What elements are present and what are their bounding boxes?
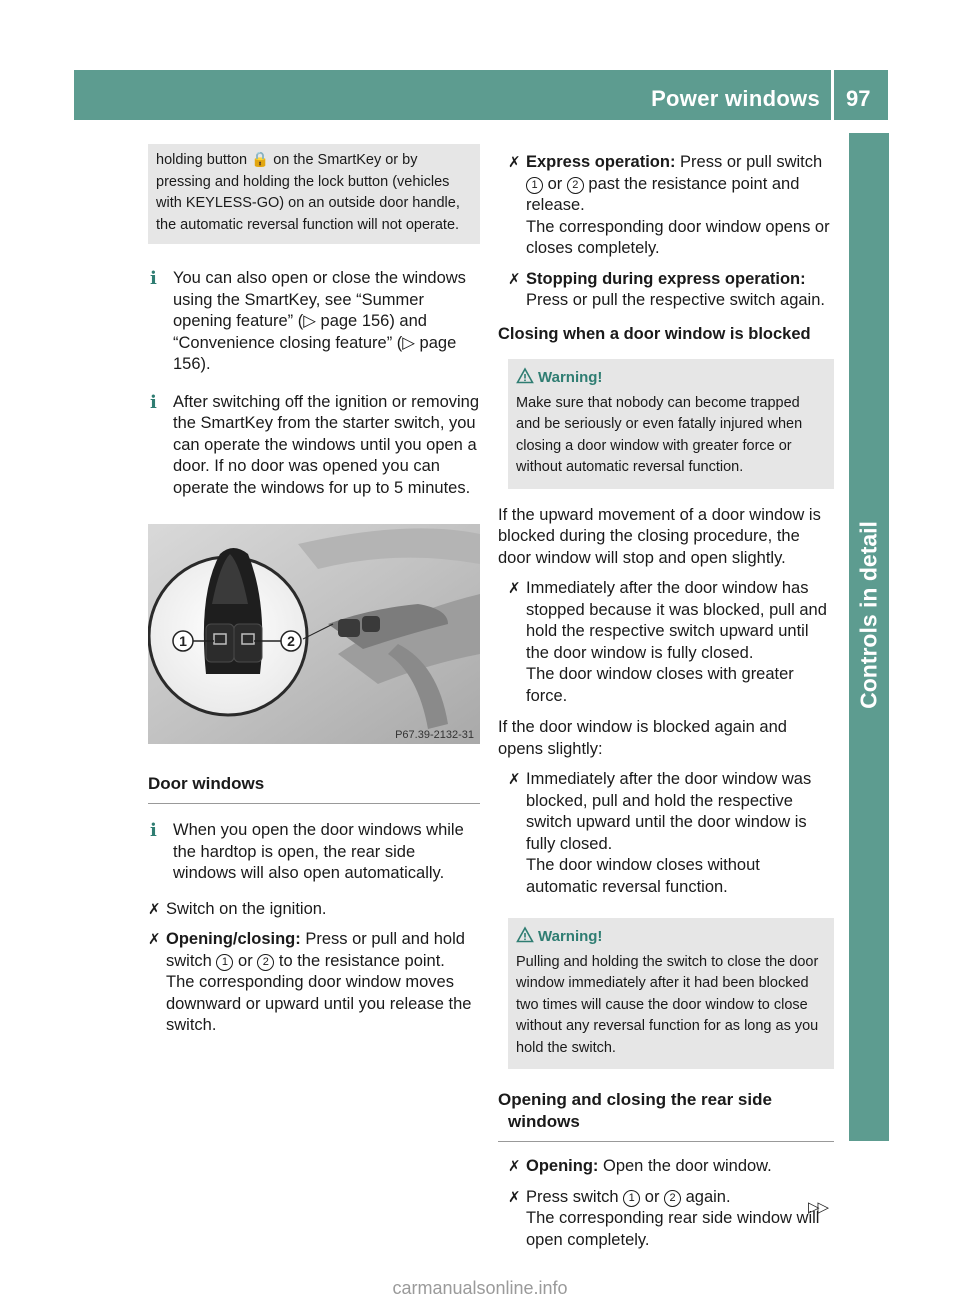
switch-1-marker: 1	[216, 954, 233, 971]
left-column	[148, 144, 480, 1037]
info-icon: i	[150, 268, 157, 289]
side-tab-label: Controls in detail	[855, 521, 882, 709]
step-text: Immediately after the door window was blocked, pull and hold the respective switch upward until the door window is fully closed.	[526, 770, 812, 853]
step-arrow-icon: ✗	[508, 270, 521, 288]
warning-box	[508, 918, 834, 1069]
switch-2-marker: 2	[257, 954, 274, 971]
continued-warning-box	[148, 144, 480, 244]
step-arrow-icon: ✗	[148, 931, 161, 948]
warning-icon	[516, 926, 534, 944]
step-arrow-icon: ✗	[508, 580, 521, 597]
warning-icon	[516, 367, 534, 385]
figure-label-2: 2	[287, 633, 295, 649]
step-text: Press switch 1 or 2 again.	[526, 1187, 731, 1206]
step-arrow-icon: ✗	[508, 771, 521, 788]
section-heading-door-windows: Door windows	[148, 773, 480, 804]
step-text: Opening/closing: Press or pull and hold switch 1 or 2 to the resistance point.	[166, 930, 465, 970]
step-result: The door window closes with greater force.	[526, 665, 794, 705]
step-result: The corresponding rear side window will open completely.	[526, 1209, 820, 1249]
info-text: After switching off the ignition or removing the SmartKey from the starter switch, you can operate the windows until you open a door. If no door was opened you can operate the windows for up to 5 minutes.	[173, 392, 480, 497]
warning-title: Warning!	[516, 926, 826, 948]
section-heading-rear-windows: Opening and closing the rear side windows	[498, 1089, 834, 1142]
switch-2-marker: 2	[664, 1190, 681, 1207]
step-text: Switch on the ignition.	[166, 899, 327, 918]
warning-text: Pulling and holding the switch to close the door window immediately after it had been blocked two times will cause the door window to close without any reversal function for as long as you hold the switch.	[516, 953, 819, 1056]
header-divider	[831, 70, 834, 120]
step-blocked-first	[508, 578, 834, 707]
warning-box	[508, 359, 834, 489]
warning-title: Warning!	[516, 367, 826, 389]
page-title: Power windows	[651, 86, 820, 111]
step-text: Immediately after the door window has stopped because it was blocked, pull and hold the respective switch upward until the door window is fully closed.	[526, 579, 827, 662]
warning-text: Make sure that nobody can become trapped and be seriously or even fatally injured when closing a door window with greater force or without automatic reversal function.	[516, 394, 803, 475]
step-text: Stopping during express operation:	[526, 269, 806, 288]
continued-marker: ▷▷	[808, 1199, 828, 1216]
info-text: You can also open or close the windows using the SmartKey, see “Summer opening feature” (▷ page 156) and “Convenience closing feature” (▷ page 156).	[173, 269, 466, 373]
blocked-again-paragraph: If the door window is blocked again and opens slightly:	[498, 718, 787, 758]
step-text: Express operation: Press or pull switch 1 or 2 past the resistance point and release.	[526, 153, 823, 214]
page-number: 97	[846, 86, 871, 111]
step-arrow-icon: ✗	[508, 154, 521, 171]
switch-1-marker: 1	[623, 1190, 640, 1207]
info-note	[148, 820, 480, 885]
step-arrow-icon: ✗	[148, 900, 161, 918]
step-result: The corresponding door window opens or closes completely.	[526, 217, 830, 257]
section-heading-blocked: Closing when a door window is blocked	[498, 324, 811, 343]
step-switch-on	[148, 899, 480, 921]
step-arrow-icon: ✗	[508, 1158, 521, 1175]
window-switch-illustration	[148, 524, 480, 744]
right-column	[498, 152, 834, 1251]
step-opening-closing	[148, 929, 480, 1037]
step-arrow-icon: ✗	[508, 1188, 521, 1206]
step-blocked-second	[508, 769, 834, 898]
step-result: The door window closes without automatic reversal function.	[526, 856, 760, 896]
watermark: carmanualsonline.info	[392, 1278, 568, 1298]
switch-2-marker: 2	[567, 177, 584, 194]
info-note	[148, 268, 480, 376]
step-text: Opening: Open the door window.	[526, 1157, 772, 1175]
figure-code: P67.39-2132-31	[395, 729, 474, 741]
step-press-switch	[508, 1187, 834, 1252]
info-icon: i	[150, 391, 157, 413]
info-icon: i	[150, 820, 157, 841]
step-result: The corresponding door window moves downward or upward until you release the switch.	[166, 973, 472, 1034]
step-opening	[508, 1156, 834, 1178]
continued-warning-text: holding button 🔒 on the SmartKey or by pressing and holding the lock button (vehicles with KEYLESS-GO) on an outside door handle, the automatic reversal function will not operate.	[156, 152, 460, 233]
step-stopping	[508, 269, 834, 312]
step-text-detail: Press or pull the respective switch again.	[526, 291, 825, 309]
blocked-paragraph: If the upward movement of a door window is blocked during the closing procedure, the door window will stop and open slightly.	[498, 505, 821, 567]
illustration-svg	[148, 524, 480, 744]
step-express-operation	[508, 152, 834, 260]
switch-1-marker: 1	[526, 177, 543, 194]
info-note	[148, 392, 480, 500]
figure-label-1: 1	[179, 633, 187, 649]
info-text: When you open the door windows while the hardtop is open, the rear side windows will also open automatically.	[173, 821, 464, 882]
